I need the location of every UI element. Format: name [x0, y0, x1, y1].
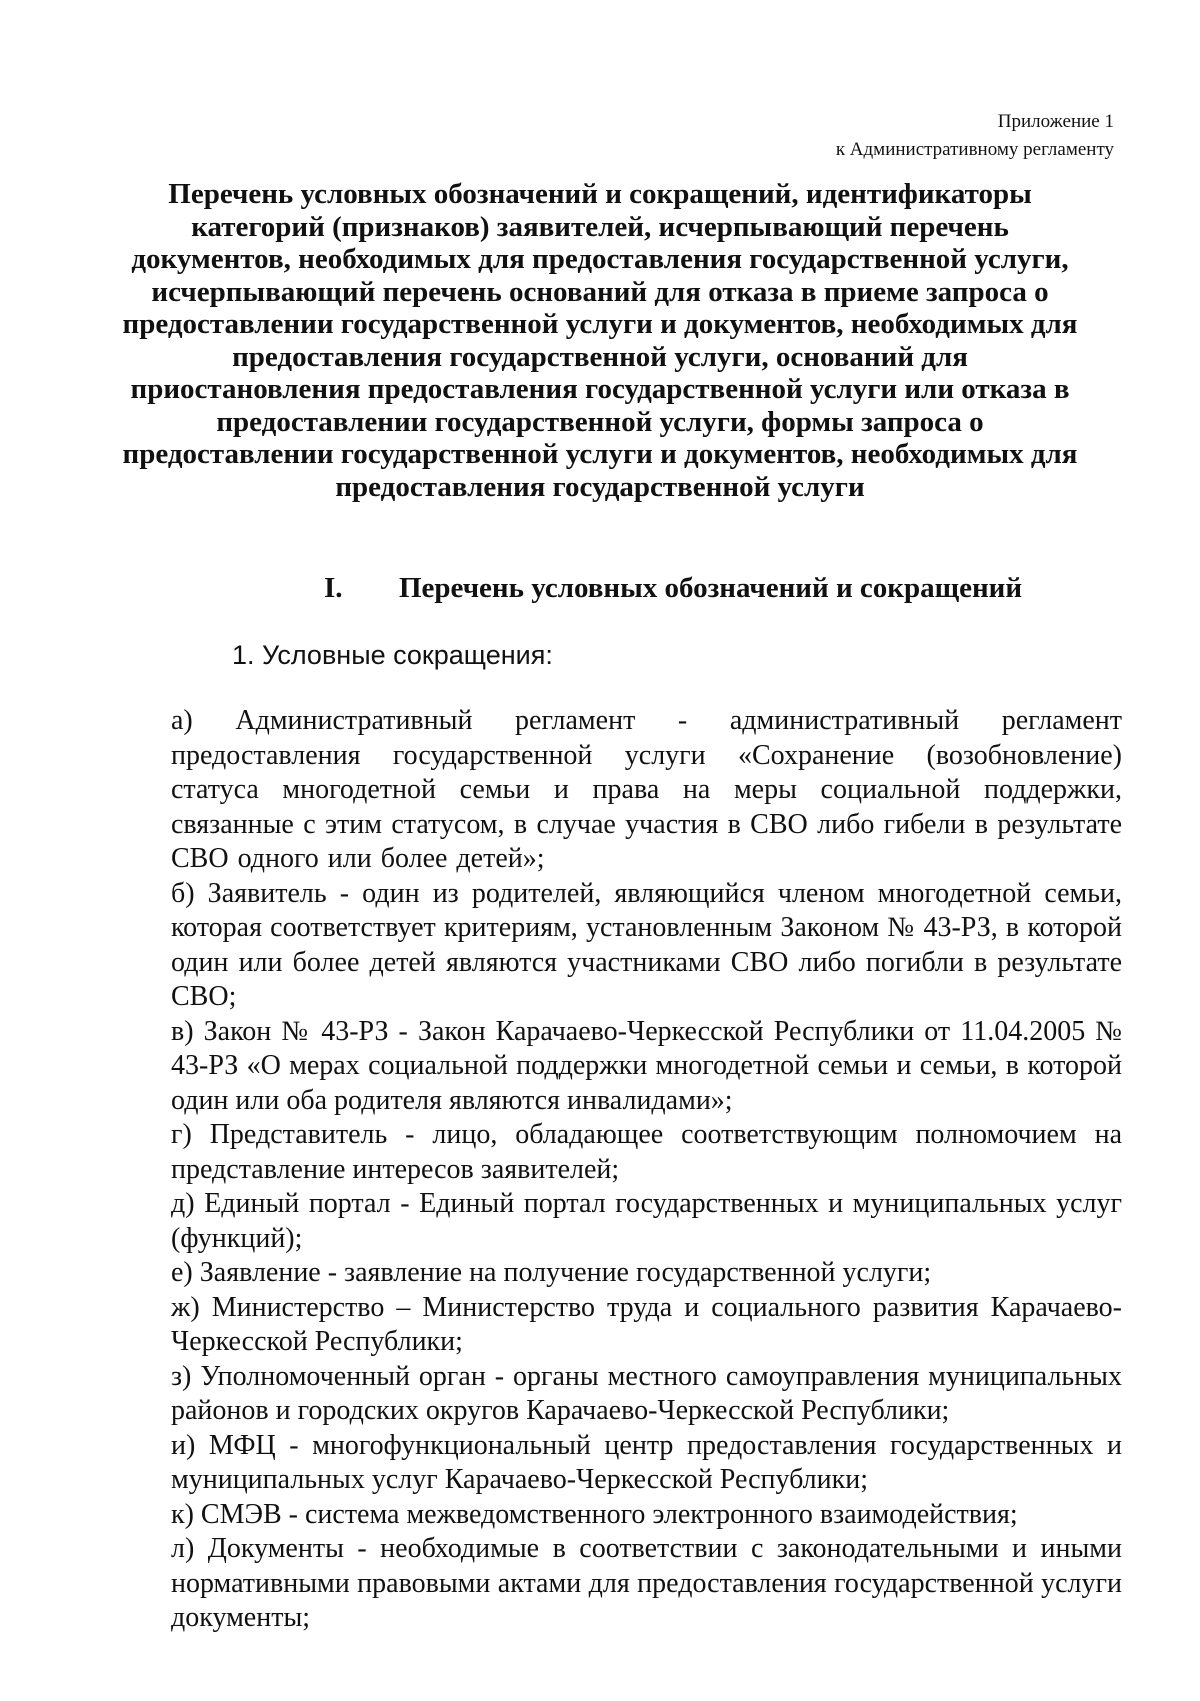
definition-item: з) Уполномоченный орган - органы местного самоуправления муниципальных районов и городских округов Карачаево-Черкесской Республики;	[171, 1360, 1122, 1426]
title-line: приостановления предоставления государственной услуги или отказа в	[130, 373, 1070, 405]
definition-item: а) Административный регламент - административный регламент предоставления государственной услуги «Сохранение (возобновление) статуса многодетной семьи и права на меры социальной поддержки, связанные с этим статусом, в случае участия в СВО либо гибели в результате СВО одного или более детей»;	[171, 705, 1122, 874]
section-heading	[324, 571, 1022, 605]
definition-item: и) МФЦ - многофункциональный центр предоставления государственных и муниципальных услуг Карачаево-Черкесской Республики;	[171, 1429, 1122, 1495]
document-title	[0, 178, 1200, 503]
definition-item: ж) Министерство – Министерство труда и социального развития Карачаево-Черкесской Республики;	[171, 1291, 1122, 1357]
title-line: предоставления государственной услуги	[335, 470, 865, 503]
title-line: предоставления государственной услуги, оснований для	[232, 340, 968, 373]
section-number: I.	[324, 572, 343, 604]
title-line: категорий (признаков) заявителей, исчерпывающий перечень	[191, 210, 1009, 243]
definition-item: е) Заявление - заявление на получение государственной услуги;	[171, 1257, 932, 1288]
definition-item: л) Документы - необходимые в соответствии с законодательными и иными нормативными правовыми актами для предоставления государственной услуги документы;	[171, 1533, 1122, 1633]
title-line: предоставлении государственной услуги, формы запроса о	[216, 405, 984, 438]
definitions-list	[171, 704, 1122, 1636]
title-line: предоставлении государственной услуги и документов, необходимых для	[122, 438, 1078, 470]
appendix-line-2: к Административному регламенту	[835, 139, 1114, 160]
title-line: Перечень условных обозначений и сокращений, идентификаторы	[168, 178, 1032, 210]
definition-item: б) Заявитель - один из родителей, являющийся членом многодетной семьи, которая соответствует критериям, установленным Законом № 43-РЗ, в которой один или более детей являются участниками СВО либо погибли в результате СВО;	[171, 877, 1122, 1012]
title-line: исчерпывающий перечень оснований для отказа в приеме запроса о	[151, 275, 1049, 308]
definition-item: к) СМЭВ - система межведомственного электронного взаимодействия;	[171, 1498, 1018, 1530]
title-line: документов, необходимых для предоставления государственной услуги,	[131, 243, 1069, 275]
definition-item: д) Единый портал - Единый портал государственных и муниципальных услуг (функций);	[171, 1188, 1122, 1254]
definition-item: г) Представитель - лицо, обладающее соответствующим полномочием на представление интересов заявителей;	[171, 1119, 1122, 1185]
section-title: Перечень условных обозначений и сокращений	[399, 572, 1023, 604]
definition-item: в) Закон № 43-РЗ - Закон Карачаево-Черкесской Республики от 11.04.2005 № 43-РЗ «О мерах социальной поддержки многодетной семьи и семьи, в которой один или оба родителя являются инвалидами»;	[171, 1015, 1122, 1116]
title-line: предоставлении государственной услуги и документов, необходимых для	[122, 308, 1078, 340]
appendix-note	[836, 108, 1114, 164]
appendix-line-1: Приложение 1	[997, 111, 1114, 132]
subsection-label: 1. Условные сокращения:	[232, 640, 553, 670]
